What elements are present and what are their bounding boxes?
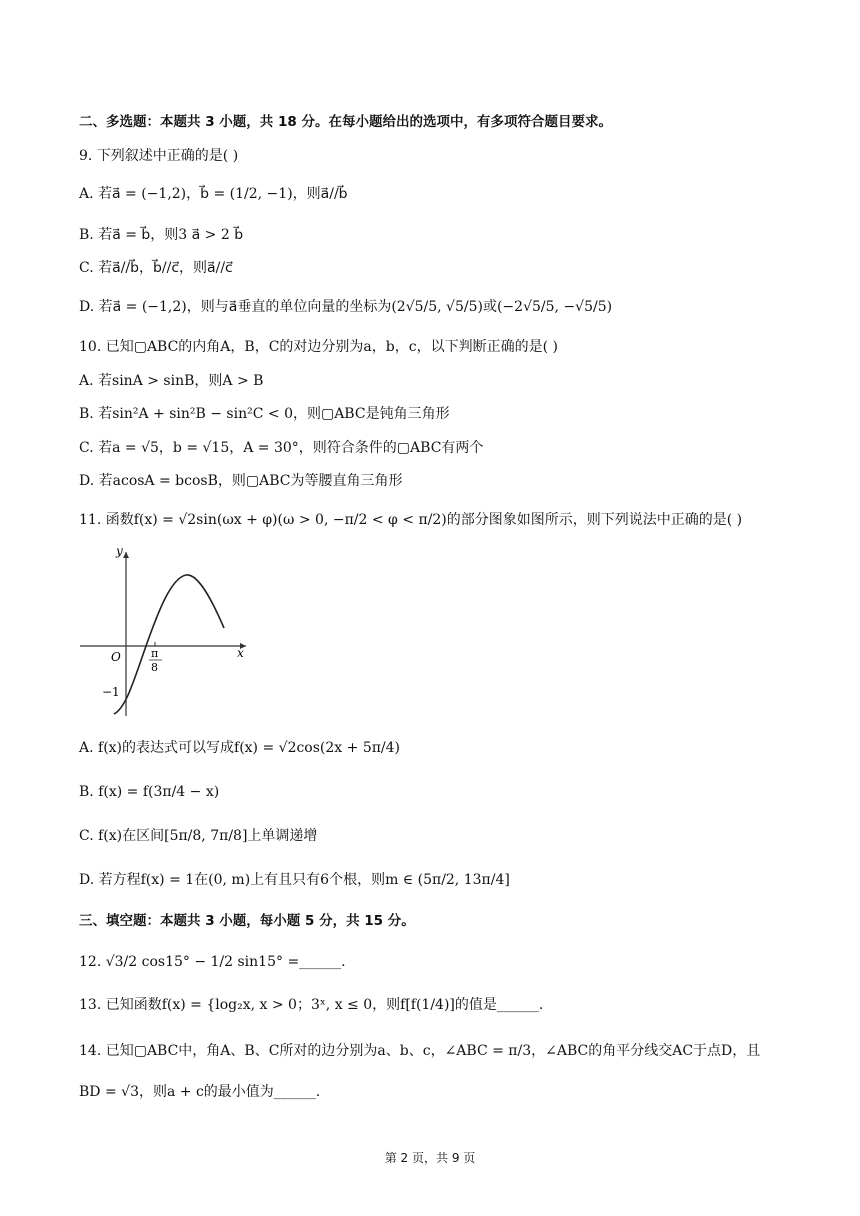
page-footer: 第 2 页，共 9 页 <box>384 1151 476 1165</box>
q10-option-b: B. 若sin²A + sin²B − sin²C < 0，则▢ABC是钝角三角形 <box>79 406 450 422</box>
tick-denominator: 8 <box>151 661 158 674</box>
q11-option-c: C. f(x)在区间[5π/8, 7π/8]上单调递增 <box>79 828 318 844</box>
q10-stem: 10. 已知▢ABC的内角A，B，C的对边分别为a，b，c，以下判断正确的是( ) <box>79 339 558 355</box>
origin-label: O <box>111 650 121 664</box>
x-axis-label: x <box>237 646 244 660</box>
q10-option-d: D. 若acosA = bcosB，则▢ABC为等腰直角三角形 <box>79 473 403 489</box>
q9-option-c: C. 若a⃗//b⃗，b⃗//c⃗，则a⃗//c⃗ <box>79 260 233 276</box>
sine-curve <box>114 575 224 714</box>
q9-option-d: D. 若a⃗ = (−1,2)，则与a⃗垂直的单位向量的坐标为(2√5/5, √5/5)或(−2√5/5, −√5/5) <box>79 299 613 315</box>
q11-option-d: D. 若方程f(x) = 1在(0, m)上有且只有6个根，则m ∈ (5π/2, 13π/4] <box>79 872 510 888</box>
q11-option-b: B. f(x) = f(3π/4 − x) <box>79 784 220 800</box>
q12: 12. √3/2 cos15° − 1/2 sin15° =______. <box>79 954 346 970</box>
tick-numerator: π <box>151 647 159 660</box>
y-axis-arrow <box>123 552 129 558</box>
y-axis-label: y <box>116 544 123 558</box>
section3-heading: 三、填空题：本题共 3 小题，每小题 5 分，共 15 分。 <box>79 913 415 929</box>
q9-stem: 9. 下列叙述中正确的是( ) <box>79 148 239 164</box>
q10-option-a: A. 若sinA > sinB，则A > B <box>79 373 264 389</box>
function-graph <box>76 540 256 720</box>
q14-line1: 14. 已知▢ABC中，角A、B、C所对的边分别为a、b、c，∠ABC = π/3，∠ABC的角平分线交AC于点D，且 <box>79 1043 761 1059</box>
q11-option-a: A. f(x)的表达式可以写成f(x) = √2cos(2x + 5π/4) <box>79 740 401 756</box>
q13: 13. 已知函数f(x) = {log₂x, x > 0；3ˣ, x ≤ 0，则f[f(1/4)]的值是______. <box>79 997 544 1013</box>
q9-option-a: A. 若a⃗ = (−1,2)，b⃗ = (1/2, −1)，则a⃗//b⃗ <box>79 186 348 202</box>
y-tick-label: −1 <box>102 685 120 699</box>
q10-option-c: C. 若a = √5，b = √15，A = 30°，则符合条件的▢ABC有两个 <box>79 440 484 456</box>
q14-line2: BD = √3，则a + c的最小值为______. <box>79 1084 321 1100</box>
section2-heading: 二、多选题：本题共 3 小题，共 18 分。在每小题给出的选项中，有多项符合题目要求。 <box>79 114 612 130</box>
q11-stem: 11. 函数f(x) = √2sin(ωx + φ)(ω > 0, −π/2 < φ < π/2)的部分图象如图所示，则下列说法中正确的是( ) <box>79 512 743 528</box>
q9-option-b: B. 若a⃗ = b⃗，则3 a⃗ > 2 b⃗ <box>79 227 244 243</box>
